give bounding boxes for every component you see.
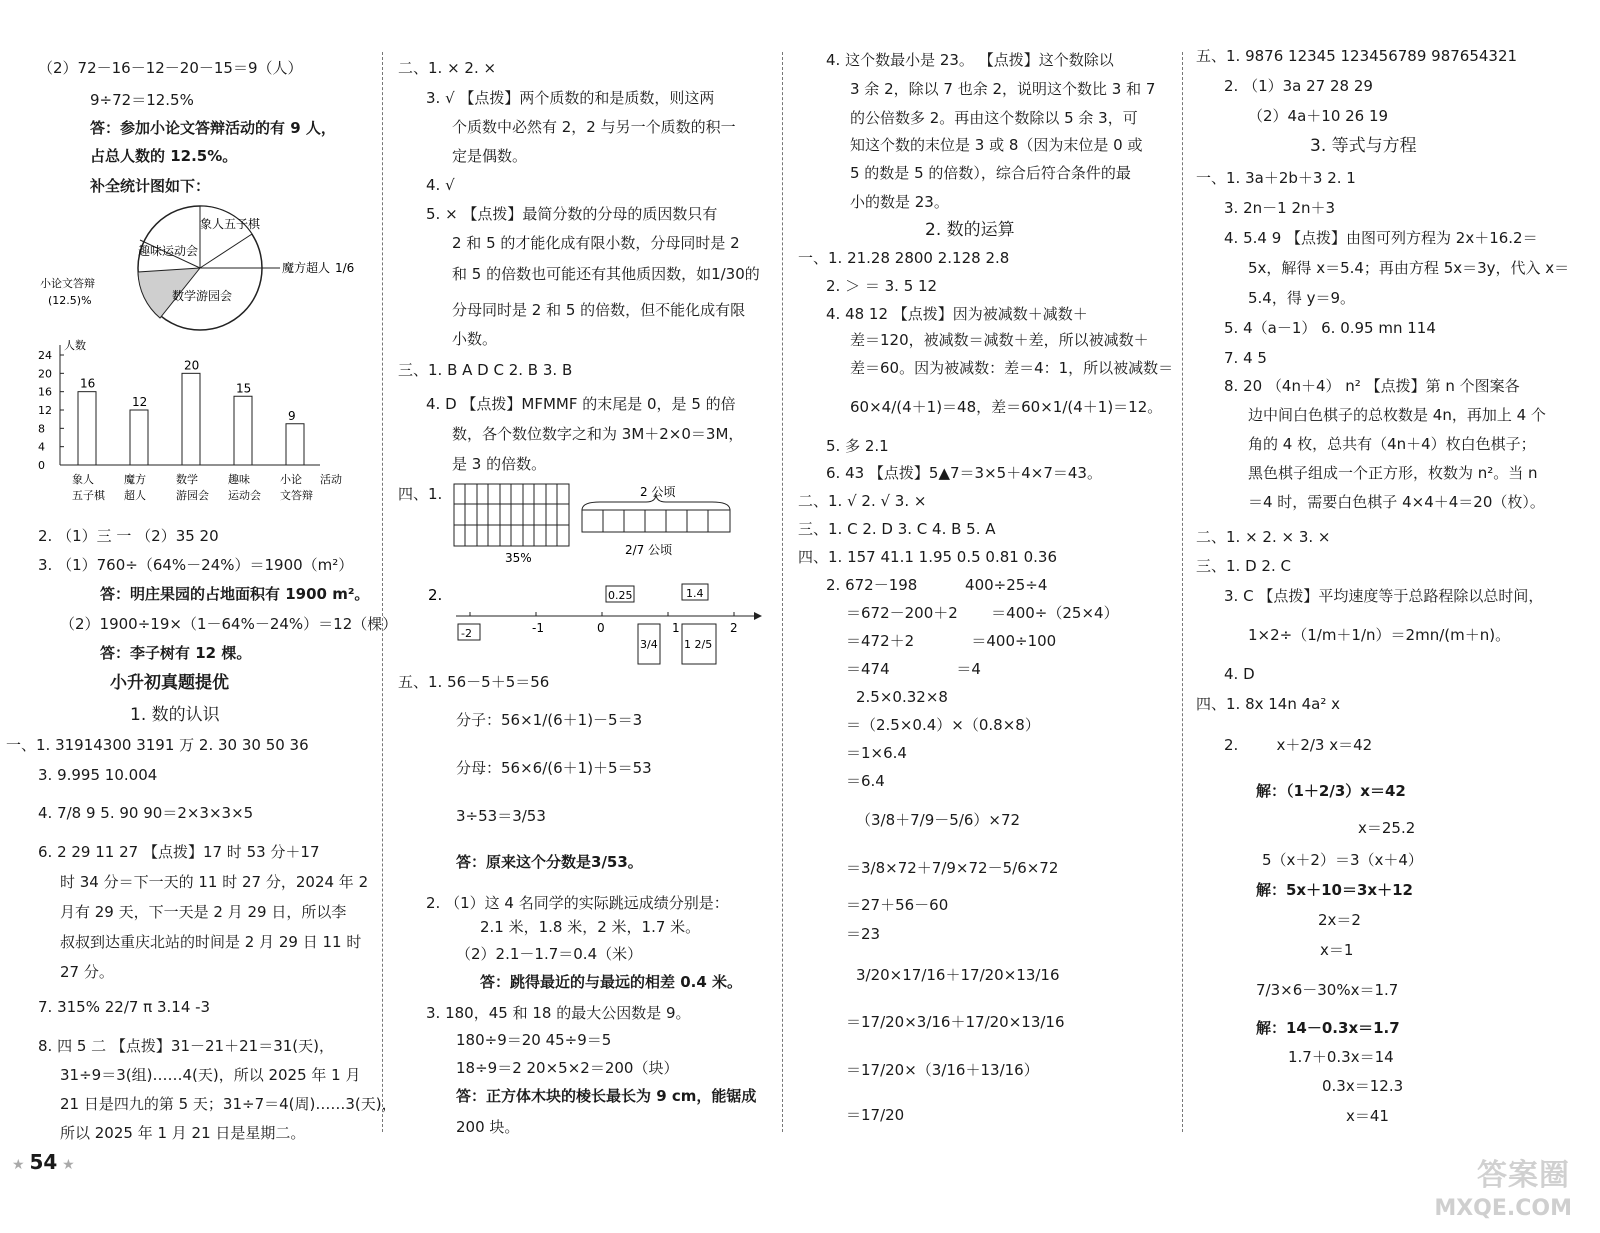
text-line: ＝17/20×（3/16＋13/16） (846, 1061, 1039, 1079)
text-line: 60×4/(4＋1)＝48，差＝60×1/(4＋1)＝12。 (850, 398, 1163, 416)
text-line: 0.3x＝12.3 (1322, 1077, 1404, 1095)
section-heading: 2. 数的运算 (925, 220, 1015, 240)
category-label: 超人 (124, 489, 146, 502)
pie-fraction: 1/6 (335, 261, 355, 275)
grid-label: 35% (505, 551, 532, 565)
text-line: 分母：56×6/(6＋1)＋5＝53 (456, 759, 652, 777)
text-line: 3÷53＝3/53 (456, 807, 546, 825)
bar (234, 396, 252, 465)
text-line: 一、1. 21.28 2800 2.128 2.8 (798, 249, 1010, 267)
text-line: 2. （1）3a 27 28 29 (1224, 77, 1373, 95)
tick-label: 24 (38, 349, 52, 362)
text-line: 数，各个数位数字之和为 3M＋2×0＝3M， (452, 425, 744, 443)
text-line: 五、1. 56－5＋5＝56 (398, 673, 550, 691)
tick-label: 2 (730, 621, 738, 635)
text-line: 7. 315% 22/7 π 3.14 -3 (38, 998, 211, 1016)
category-label: 趣味 (228, 473, 250, 486)
number-line (428, 580, 770, 670)
text-line: 5. 多 2.1 (826, 437, 889, 455)
text-line: 180÷9＝20 45÷9＝5 (456, 1031, 612, 1049)
text-line: x＝25.2 (1358, 819, 1416, 837)
point-label: 1.4 (686, 587, 704, 600)
text-line: （2）2.1－1.7＝0.4（米） (456, 945, 643, 963)
text-line: 3. 2n－1 2n＋3 (1224, 199, 1336, 217)
text-line: 3. C 【点拨】平均速度等于总路程除以总时间， (1224, 587, 1544, 605)
text-line: 4. 48 12 【点拨】因为被减数＋减数＋ (826, 305, 1088, 323)
point-label: 3/4 (640, 638, 658, 651)
tick-label: 12 (38, 404, 52, 417)
column-divider (1182, 52, 1183, 1132)
text-line: 黑色棋子组成一个正方形，枚数为 n²。当 n (1248, 464, 1538, 482)
text-line: 差＝60。因为被减数：差＝4：1，所以被减数＝ (850, 359, 1174, 377)
section-heading: 3. 等式与方程 (1310, 136, 1417, 156)
text-line: （3/8＋7/9－5/6）×72 (856, 811, 1021, 829)
text-line: 二、1. √ 2. √ 3. × (798, 492, 927, 510)
text-line: 知这个数的末位是 3 或 8（因为末位是 0 或 (850, 136, 1143, 154)
text-line: 2. 672－198 400÷25÷4 (826, 576, 1048, 594)
text-line: 3. 180，45 和 18 的最大公因数是 9。 (426, 1004, 691, 1022)
tick-label: 4 (38, 440, 45, 454)
tick-label: 8 (38, 422, 45, 436)
pie-label: (12.5)% (48, 294, 92, 307)
text-line: 占总人数的 12.5%。 (90, 147, 238, 165)
category-label: 游园会 (176, 489, 209, 502)
text-line: （2）1900÷19×（1－64%－24%）＝12（棵） (60, 615, 398, 633)
tick-label: 20 (38, 367, 52, 381)
text-line: ＝17/20×3/16＋17/20×13/16 (846, 1013, 1065, 1031)
pie-label: 趣味运动会 (138, 244, 199, 258)
text-line: 2 和 5 的才能化成有限小数，分母同时是 2 (452, 234, 740, 252)
text-line: 2. （1）三 一 （2）35 20 (38, 527, 219, 545)
category-label: 五子棋 (72, 489, 105, 502)
text-line: 小的数是 23。 (850, 193, 949, 211)
text-line: 3. 9.995 10.004 (38, 766, 158, 784)
text-line: ＝（2.5×0.4）×（0.8×8） (846, 716, 1040, 734)
text-line: 2. x＋2/3 x＝42 (1224, 736, 1373, 754)
text-line: ＝672－200＋2 ＝400÷（25×4） (846, 604, 1119, 622)
tick-label: 0 (597, 621, 605, 635)
text-line: 三、1. B A D C 2. B 3. B (398, 361, 573, 379)
text-line: 三、1. C 2. D 3. C 4. B 5. A (798, 520, 996, 538)
text-line: 二、1. × 2. × (398, 59, 497, 77)
text-line: 分子：56×1/(6＋1)－5＝3 (456, 711, 643, 729)
text-line: 一、1. 3a＋2b＋3 2. 1 (1196, 169, 1356, 187)
pie-label: 魔方超人 (282, 261, 331, 275)
category-label: 运动会 (228, 489, 261, 502)
text-line: 是 3 的倍数。 (452, 455, 547, 473)
bar (286, 424, 304, 465)
text-line: 边中间白色棋子的总枚数是 4n，再加上 4 个 (1248, 406, 1546, 424)
bar (182, 373, 200, 465)
grid-label: 2 公顷 (640, 485, 676, 499)
text-line: 角的 4 枚，总共有（4n＋4）枚白色棋子； (1248, 435, 1536, 453)
text-line: 5 的数是 5 的倍数），综合后符合条件的最 (850, 164, 1131, 182)
text-line: 5（x＋2）＝3（x＋4） (1262, 851, 1423, 869)
text-line: 1.7＋0.3x＝14 (1288, 1048, 1394, 1066)
text-line: 答：参加小论文答辩活动的有 9 人， (90, 119, 336, 137)
text-line: 答：正方体木块的棱长最长为 9 cm，能锯成 (456, 1087, 757, 1105)
text-line: （2）72－16－12－20－15＝9（人） (38, 59, 303, 77)
text-line: ＝6.4 (846, 772, 885, 790)
text-line: 6. 43 【点拨】5▲7＝3×5＋4×7＝43。 (826, 464, 1102, 482)
text-line: 小数。 (452, 330, 498, 348)
text-line: 个质数中必然有 2，2 与另一个质数的积一 (452, 118, 736, 136)
text-line: 4. √ (426, 176, 455, 194)
bar (130, 410, 148, 465)
text-line: ＝474 ＝4 (846, 660, 981, 678)
text-line: 5. 4（a－1） 6. 0.95 mn 114 (1224, 319, 1436, 337)
category-label: 小论 (280, 473, 302, 486)
text-line: 3/20×17/16＋17/20×13/16 (856, 966, 1060, 984)
text-line: 4. 7/8 9 5. 90 90＝2×3×3×5 (38, 804, 254, 822)
text-line: 5x，解得 x＝5.4；再由方程 5x＝3y，代入 x＝ (1248, 259, 1570, 277)
text-line: 定是偶数。 (452, 147, 528, 165)
section-heading: 1. 数的认识 (130, 705, 220, 725)
data-label: 9 (288, 408, 296, 423)
text-line: 3. （1）760÷（64%－24%）＝1900（m²） (38, 556, 354, 574)
text-line: 时 34 分＝下一天的 11 时 27 分，2024 年 2 (60, 873, 369, 891)
text-line: 2.1 米，1.8 米，2 米，1.7 米。 (480, 918, 701, 936)
watermark-logo: 答案圈 (1477, 1158, 1570, 1193)
category-label: 数学 (176, 473, 198, 486)
text-line: ＝27＋56－60 (846, 896, 949, 914)
column-divider (782, 52, 783, 1132)
text-line: x＝1 (1320, 941, 1354, 959)
data-label: 20 (184, 358, 200, 373)
text-line: 五、1. 9876 12345 123456789 987654321 (1196, 47, 1518, 65)
point-label: 0.25 (608, 589, 633, 602)
tick-label: 0 (38, 459, 45, 472)
text-line: ＝23 (846, 925, 881, 943)
column-divider (382, 52, 383, 1132)
text-line: 2.5×0.32×8 (856, 688, 948, 706)
text-line: 解：14－0.3x＝1.7 (1256, 1019, 1400, 1037)
text-line: ＝17/20 (846, 1106, 905, 1124)
text-line: 四、1. (398, 485, 443, 503)
text-line: 1×2÷（1/m＋1/n）＝2mn/(m＋n)。 (1248, 626, 1511, 644)
bar (78, 392, 96, 465)
watermark-url: MXQE.COM (1434, 1196, 1572, 1221)
text-line: 2x＝2 (1318, 911, 1361, 929)
text-line: 5. × 【点拨】最简分数的分母的质因数只有 (426, 205, 718, 223)
text-line: 二、1. × 2. × 3. × (1196, 528, 1331, 546)
data-label: 12 (132, 395, 148, 409)
text-line: 一、1. 31914300 3191 万 2. 30 30 50 36 (6, 736, 309, 754)
text-line: 三、1. D 2. C (1196, 557, 1291, 575)
bar-chart (20, 330, 360, 520)
text-line: 答：原来这个分数是3/53。 (456, 853, 643, 871)
text-line: 解：（1＋2/3）x＝42 (1256, 782, 1406, 800)
question-label: 2. (428, 586, 443, 604)
text-line: ＝472＋2 ＝400÷100 (846, 632, 1057, 650)
grid-figure (450, 480, 770, 580)
star-icon: ★ (57, 1157, 75, 1173)
text-line: 7. 4 5 (1224, 349, 1267, 367)
page-number: ★ 54 ★ (12, 1150, 75, 1174)
text-line: 补全统计图如下： (90, 177, 211, 195)
pie-label: 小论文答辩 (40, 277, 95, 290)
text-line: ＝4 时，需要白色棋子 4×4＋4＝20（枚）。 (1248, 493, 1545, 511)
text-line: 4. D (1224, 665, 1255, 683)
pie-label: 象人五子棋 (200, 217, 261, 231)
text-line: 21 日是四九的第 5 天；31÷7＝4(周)……3(天)， (60, 1095, 397, 1113)
grid-label: 2/7 公顷 (625, 543, 673, 557)
text-line: x＝41 (1346, 1107, 1389, 1125)
text-line: 分母同时是 2 和 5 的倍数，但不能化成有限 (452, 301, 746, 319)
point-label: 1 2/5 (684, 638, 713, 651)
text-line: 答：明庄果园的占地面积有 1900 m²。 (100, 585, 370, 603)
tick-label: 1 (672, 621, 680, 635)
tick-label: -1 (532, 621, 544, 635)
axis-title: 活动 (320, 473, 342, 486)
category-label: 魔方 (124, 473, 146, 486)
text-line: 6. 2 29 11 27 【点拨】17 时 53 分＋17 (38, 843, 320, 861)
tick-label: 16 (38, 385, 52, 399)
text-line: ＝1×6.4 (846, 744, 907, 762)
text-line: ＝3/8×72＋7/9×72－5/6×72 (846, 859, 1059, 877)
text-line: 8. 20 （4n＋4） n² 【点拨】第 n 个图案各 (1224, 377, 1520, 395)
text-line: 3 余 2，除以 7 也余 2，说明这个数比 3 和 7 (850, 80, 1156, 98)
text-line: 4. 5.4 9 【点拨】由图可列方程为 2x＋16.2＝ (1224, 229, 1538, 247)
text-line: 答：李子树有 12 棵。 (100, 644, 252, 662)
text-line: 解：5x＋10＝3x＋12 (1256, 881, 1413, 899)
star-icon: ★ (12, 1157, 30, 1173)
text-line: 的公倍数多 2。再由这个数除以 5 余 3，可 (850, 109, 1138, 127)
text-line: 四、1. 157 41.1 1.95 0.5 0.81 0.36 (798, 548, 1057, 566)
text-line: 18÷9＝2 20×5×2＝200（块） (456, 1059, 679, 1077)
text-line: 差＝120，被减数＝减数＋差，所以被减数＋ (850, 331, 1149, 349)
text-line: 和 5 的倍数也可能还有其他质因数，如1/30的 (452, 265, 760, 283)
text-line: 27 分。 (60, 963, 114, 981)
text-line: （2）4a＋10 26 19 (1248, 107, 1389, 125)
data-label: 15 (236, 381, 252, 396)
text-line: 4. 这个数最小是 23。 【点拨】这个数除以 (826, 51, 1114, 69)
text-line: 7/3×6－30%x＝1.7 (1256, 981, 1399, 999)
pie-label: 数学游园会 (172, 289, 233, 303)
text-line: 3. √ 【点拨】两个质数的和是质数，则这两 (426, 89, 715, 107)
text-line: 叔叔到达重庆北站的时间是 2 月 29 日 11 时 (60, 933, 362, 951)
text-line: 四、1. 8x 14n 4a² x (1196, 695, 1341, 713)
text-line: 200 块。 (456, 1118, 520, 1136)
point-label: -2 (461, 627, 472, 640)
category-label: 象人 (72, 473, 94, 486)
text-line: 答：跳得最近的与最远的相差 0.4 米。 (480, 973, 743, 991)
text-line: 月有 29 天，下一天是 2 月 29 日，所以李 (60, 903, 347, 921)
data-label: 16 (80, 376, 96, 391)
axis-title: 人数 (64, 339, 86, 352)
text-line: 8. 四 5 二 【点拨】31－21＋21＝31(天)， (38, 1037, 334, 1055)
text-line: 5.4，得 y＝9。 (1248, 289, 1356, 307)
text-line: 4. D 【点拨】MFMMF 的末尾是 0，是 5 的倍 (426, 395, 736, 413)
text-line: 31÷9＝3(组)……4(天)，所以 2025 年 1 月 (60, 1066, 361, 1084)
category-label: 文答辩 (280, 489, 313, 502)
section-heading: 小升初真题提优 (110, 673, 229, 693)
text-line: 9÷72＝12.5% (90, 91, 194, 109)
text-line: 所以 2025 年 1 月 21 日是星期二。 (60, 1124, 306, 1142)
text-line: 2. （1）这 4 名同学的实际跳远成绩分别是： (426, 894, 729, 912)
text-line: 2. ＞ ＝ 3. 5 12 (826, 277, 938, 295)
